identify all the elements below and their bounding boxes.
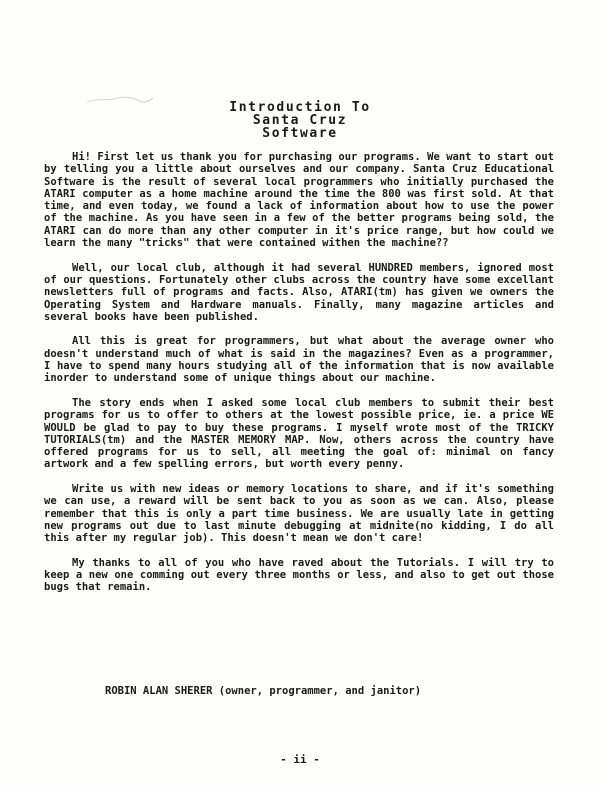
document-title: [140, 101, 460, 140]
signature-line: ROBIN ALAN SHERER (owner, programmer, and janitor): [105, 685, 422, 697]
title-line: Software: [262, 126, 338, 141]
title-line: Introduction To: [229, 100, 371, 115]
paragraph-programmers: All this is great for programmers, but what about the average owner who doesn't understand much of what is said in the magazines? Even as a programmer, I have to spend many hours studying all of the information that is now available inorder to understand some of unique things about our machine.: [44, 335, 554, 385]
paragraph-thanks: My thanks to all of you who have raved about the Tutorials. I will try to keep a new one comming out every three months or less, and also to get out those bugs that remain.: [44, 556, 554, 594]
paragraph-intro: Hi! First let us thank you for purchasing our programs. We want to start out by telling you a little about ourselves and our company. Santa Cruz Educational Software is the result of several local programmers who initially purchased the ATARI computer as a home machine around the time the 800 was first sold. At that time, and even today, we found a lack of information about how to use the power of the machine. As you have seen in a few of the better programs being sold, the ATARI can do more than any other computer in it's price range, but how could we learn the many "tricks" that were contained withen the machine??: [44, 151, 554, 250]
paragraph-local-club: Well, our local club, although it had several HUNDRED members, ignored most of our questions. Fortunately other clubs across the country have some excellant newsletters full of programs and facts. Also, ATARI(tm) has given we owners the Operating System and Hardware manuals. Finally, many magazine articles and several books have been published.: [44, 261, 554, 323]
title-line: Santa Cruz: [252, 113, 348, 128]
page-number: - ii -: [280, 753, 320, 766]
paragraph-story: The story ends when I asked some local club members to submit their best programs for us to offer to others at the lowest possible price, ie. a price WE WOULD be glad to pay to buy these programs. I myself wrote most of the TRICKY TUTORIALS(tm) and the MASTER MEMORY MAP. Now, others across the country have offered programs for us to sell, all meeting the goal of: minimal on fancy artwork and a few spelling errors, but worth every penny.: [44, 396, 554, 471]
paragraph-write-us: Write us with new ideas or memory locations to share, and if it's something we can use, a reward will be sent back to you as soon as we can. Also, please remember that this is only a part time business. We are usually late in getting new programs out due to last minute debugging at midnite(no kidding, I do all this after my regular job). This doesn't mean we don't care!: [44, 483, 554, 545]
document-body: [44, 151, 554, 606]
